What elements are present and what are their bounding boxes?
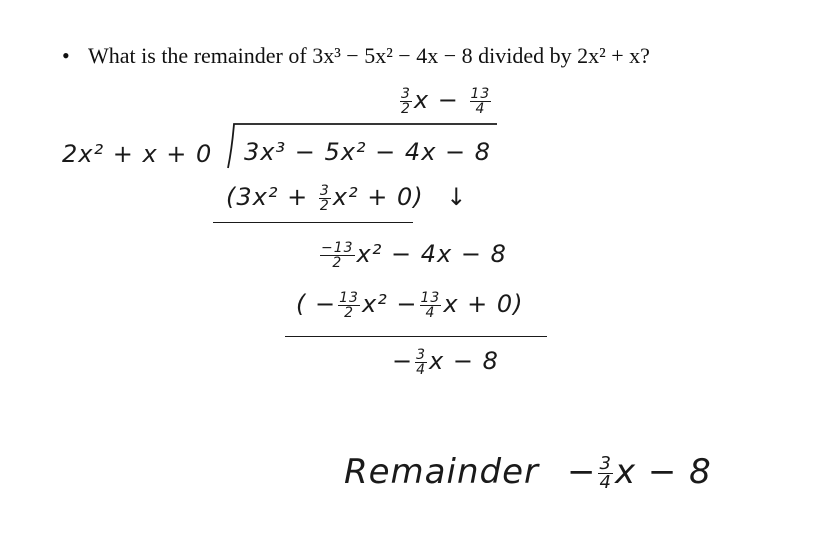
quotient-mid: x −: [413, 86, 468, 114]
down-arrow-icon: ↓: [446, 183, 468, 211]
step1-fraction: $\frac{3}{2}$: [319, 182, 330, 214]
dividend: 3x³ − 5x² − 4x − 8: [244, 138, 492, 166]
quotient-const-fraction: $\frac{13}{4}$: [470, 85, 491, 117]
diff1-fraction: $\frac{-13}{2}$: [321, 239, 354, 271]
step2-fraction-1: $\frac{13}{2}$: [339, 289, 359, 321]
difference-1: $\frac{-13}{2}$ x² − 4x − 8: [321, 239, 507, 271]
question-text: [62, 43, 650, 69]
difference-2: − $\frac{3}{4}$ x − 8: [392, 346, 499, 378]
rule-2: [285, 336, 547, 337]
subtract-step-2: ( − $\frac{13}{2}$ x² − $\frac{13}{4}$ x + 0): [296, 289, 524, 321]
diff2-fraction: $\frac{3}{4}$: [416, 346, 427, 378]
remainder-answer: Remainder − $\frac{3}{4}$ x − 8: [344, 452, 712, 493]
subtract-step-1: (3x² + $\frac{3}{2}$ x² + 0) ↓: [226, 182, 468, 214]
bullet: •: [62, 43, 70, 68]
rule-1: [213, 222, 413, 223]
answer-fraction: $\frac{3}{4}$: [599, 453, 612, 493]
question-statement: What is the remainder of 3x³ − 5x² − 4x − 8 divided by 2x² + x?: [88, 43, 650, 68]
step2-fraction-2: $\frac{13}{4}$: [420, 289, 441, 321]
remainder-label: Remainder: [344, 452, 539, 492]
quotient: [398, 86, 493, 116]
quotient-coef-fraction: $\frac{3}{2}$: [401, 85, 411, 117]
divisor: 2x² + x + 0: [62, 140, 213, 168]
